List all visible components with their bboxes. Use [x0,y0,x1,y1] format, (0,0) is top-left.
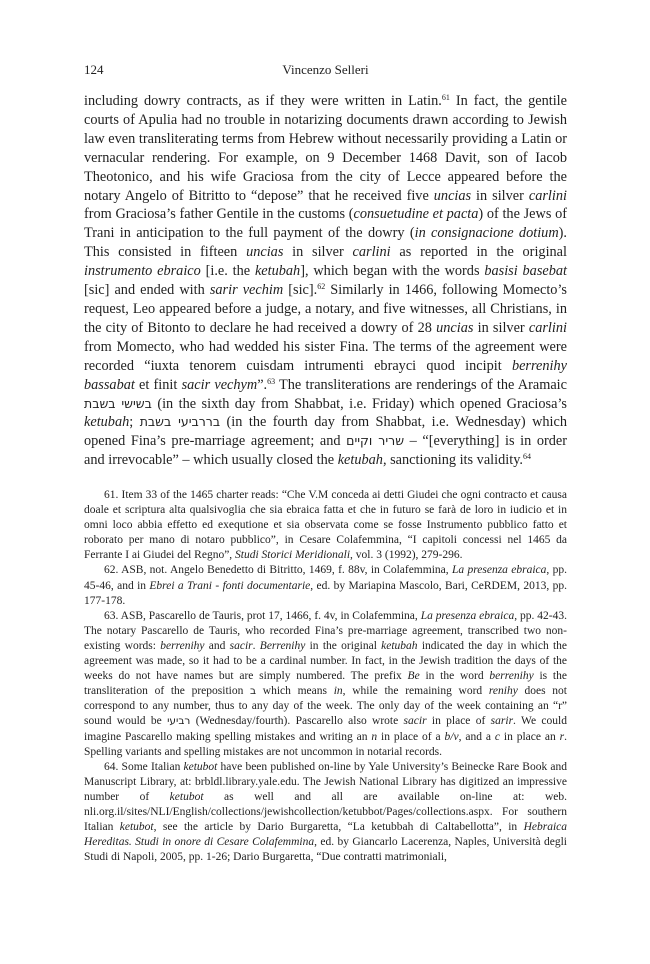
main-text [84,92,567,470]
hebrew-phrase: שריר וקיים [346,433,405,449]
footnote-italic-term: sacir [229,639,253,652]
footnote-text-run: in place of [426,715,491,728]
footnote-text-run: is the transliteration of the preposition [84,670,567,698]
footnote-text-run: , pp. 42-43. The notary Pascarello de Tauris, who recorded Fina’s pre-marriage agreement, transcribed two non-existing words: [84,609,567,652]
body-text-run: from Momecto, who had wedded his sister Fina. The terms of the agreement were recorded “iuxta tenorem cuisdam intrumenti ebrayci quod incipit [84,338,567,374]
body-italic-term: uncias [246,244,284,261]
body-italic-term: berrenihy bassabat [84,357,567,393]
footnote-italic-title: La presenza ebraica [420,609,515,622]
footnote-text-run: which means [256,685,334,698]
footnote-italic-term: c [494,730,500,743]
footnotes-section [84,488,567,865]
footnote-text-run: . [252,639,260,652]
body-text-run: (in the sixth day from Shabbat, i.e. Friday) which opened Graciosa’s [151,395,567,412]
body-text-run: including dowry contracts, as if they were written in Latin. [84,93,442,109]
footnote-italic-term: ketubot [119,821,154,834]
footnote-italic-term: Berrenihy [259,639,306,652]
body-text-run: [sic]. [283,282,318,299]
body-text-run: from Graciosa’s father Gentile in the customs ( [84,206,354,223]
body-text-run: ) of the Jews of Trani in anticipation to the full payment of the dowry ( [84,206,567,242]
footnote-italic-term: n [371,730,378,743]
footnote-text-run: 61. Item 33 of the 1465 charter reads: “Che V.M conceda ai detti Giudei che ogni contracto et causa doale et scriptura alta qualsivoglia che sia ebraica fatta et che in futuro se farà de loro in iudicio et in omni loco abbia effetto ed exequtione et sia observata come se fosse Instrumento pubblico fatto et roborato per mano di notaro pubblico”, in Cesare Colafemmina, “I capitoli concessi nel 1465 da Ferrante I ai Giudei del Regno”, [84,489,567,562]
body-text-run: as reported in the original [390,244,568,261]
footnote-text-run: in the word [419,670,490,683]
body-text-run: [sic] and ended with [84,282,210,299]
footnote-64 [84,760,567,866]
body-text-run: ). This consisted in fifteen [84,225,567,261]
footnote-62 [84,563,567,608]
footnote-text-run: . We could imagine Pascarello making spelling mistakes and writing an [84,715,567,743]
body-italic-term: in consignacione dotium [414,225,559,242]
footnote-text-run: does not correspond to any number, thus to any day of the week. The only day of the week containing an “r” sound would be [84,685,567,728]
body-text-run: et finit [134,376,182,393]
footnote-text-run: indicated the day in which the agreement was made, so it had to be a cardinal number. In fact, in the Jewish tradition the days of the weeks do not have names but are simply numbered. The prefix [84,639,568,683]
body-text-run: ; [129,414,140,431]
body-italic-term: carlini [528,319,567,336]
body-text-run: in silver [283,244,353,261]
body-italic-term: sacir vechym [181,376,258,393]
footnote-italic-term: in [333,685,343,698]
body-italic-term: sarir vechim [209,282,284,299]
footnote-text-run: 62. ASB, not. Angelo Benedetto di Bitritto, 1469, f. 88v, in Colafemmina, [104,564,452,577]
body-italic-term: ketubah [84,414,130,431]
footnote-text-run: , vol. 3 (1992), 279-296. [350,549,463,562]
footnote-text-run: 63. ASB, Pascarello de Tauris, prot 17, 1466, f. 4v, in Colafemmina, [104,609,421,622]
footnote-italic-term: berrenihy [489,670,534,683]
body-italic-term: uncias [433,187,472,204]
body-italic-term: consuetudine et pacta [353,206,479,223]
footnote-text-run: have been published on-line by Yale University’s Beinecke Rare Book and Manuscript Library, at: brbldl.library.yale.edu. The Jewish National Library has digitized an impressive number of [84,760,568,803]
footnote-text-run: (Wednesday/fourth). Pascarello also wrote [190,715,404,728]
page-number: 124 [84,62,104,77]
footnote-italic-term: renihy [488,685,518,698]
footnote-ref-63[interactable]: 63 [267,376,276,386]
footnote-text-run: , and a [458,730,495,743]
body-text-run: – “[everything] is in order and irrevocable” – which usually closed the [84,433,567,469]
hebrew-word: רביעי [167,715,191,728]
footnote-ref-61[interactable]: 61 [441,93,450,102]
footnote-text-run: , see the article by Dario Burgaretta, “La ketubbah di Caltabellotta”, in [153,821,524,834]
footnote-text-run: 64. Some Italian [104,760,184,773]
footnote-italic-title: Ebrei a Trani - fonti documentarie [149,579,311,592]
footnote-italic-term: ketubot [169,790,204,803]
footnote-italic-title: La presenza ebraica [451,564,547,577]
footnote-text-run: and [204,639,230,652]
body-italic-term: carlini [528,187,567,204]
body-text-run: ], which began with the words [300,263,485,280]
footnote-italic-title: Hebraica Hereditas. Studi in onore di Cesare Colafemmina [84,821,567,849]
footnote-text-run: as well and all are available on-line at: web. nli.org.il/sites/NLI/English/collections/jewishcollection/ketubbot/Pages/collections.aspx. For southern Italian [84,790,567,834]
body-text-run: ”. [257,376,268,393]
footnote-italic-term: ketubah [381,639,418,652]
body-text-run: in silver [473,319,529,336]
body-italic-term: ketubah [254,263,301,280]
footnote-ref-64[interactable]: 64 [523,452,531,462]
footnote-text-run: , while the remaining word [342,685,489,698]
footnote-text-run: in place of a [377,730,445,743]
body-text-run: [i.e. the [200,263,255,280]
body-text-run: (in the fourth day from Shabbat, i.e. Wednesday) which opened Fina’s pre-marriage agreement; and [84,414,568,450]
running-head-author: Vincenzo Selleri [282,62,369,77]
footnote-61 [84,488,567,563]
footnote-italic-term: berrenihy [160,639,205,652]
footnote-italic-term: sacir [403,715,427,728]
footnote-text-run: , ed. by Giancarlo Lacerenza, Naples, Università degli Studi di Napoli, 2005, pp. 1-26; Dario Burgaretta, “Due contratti matrimoniali, [84,836,567,864]
body-paragraph [84,92,567,470]
footnote-italic-term: ketubot [183,760,218,773]
footnote-ref-62[interactable]: 62 [317,282,326,292]
body-italic-term: basisi basebat [484,263,568,280]
footnote-italic-term: b/v [444,730,459,743]
body-text-run: Similarly in 1466, following Momecto’s request, Leo appeared before a judge, a notary, and five witnesses, all Christians, in the city of Bitonto to declare he had received a dowry of 28 [84,282,567,336]
body-text-run: , sanctioning its validity. [382,452,523,469]
footnote-63 [84,609,567,760]
body-italic-term: carlini [352,244,391,261]
footnote-text-run: in the original [305,639,382,652]
footnote-italic-term: Be [407,670,420,683]
page-header [84,62,567,78]
footnote-text-run: , ed. by Mariapina Mascolo, Bari, CeRDEM, 2013, pp. 177-178. [84,579,567,607]
body-italic-term: instrumento ebraico [84,263,201,280]
footnote-italic-term: sarir [490,715,514,728]
body-italic-term: ketubah [337,452,383,469]
body-text-run: in silver [471,187,529,204]
footnote-text-run: , pp. 45-46, and in [84,564,568,592]
body-italic-term: uncias [436,319,474,336]
footnote-text-run: . Spelling variants and spelling mistakes are not uncommon in notarial records. [84,730,568,758]
hebrew-letter: ב [250,685,257,698]
footnote-text-run: in place an [499,730,560,743]
hebrew-phrase: בררביעי בשבת [139,414,221,430]
body-text-run: In fact, the gentile courts of Apulia had no trouble in notarizing documents drawn according to Jewish law even transliterating terms from Hebrew without necessarily providing a Latin or vernacular rendering. For example, on 9 December 1468 Davit, son of Iacob Theotonico, and his wife Graciosa from the city of Lecce appeared before the notary Angelo of Bitritto to “depose” that he received five [84,93,568,204]
footnote-italic-term: r [559,730,565,743]
hebrew-phrase: בשישי בשבת [84,395,152,411]
body-text-run: The transliterations are renderings of the Aramaic [275,376,567,393]
footnote-italic-title: Studi Storici Meridionali [235,549,351,562]
